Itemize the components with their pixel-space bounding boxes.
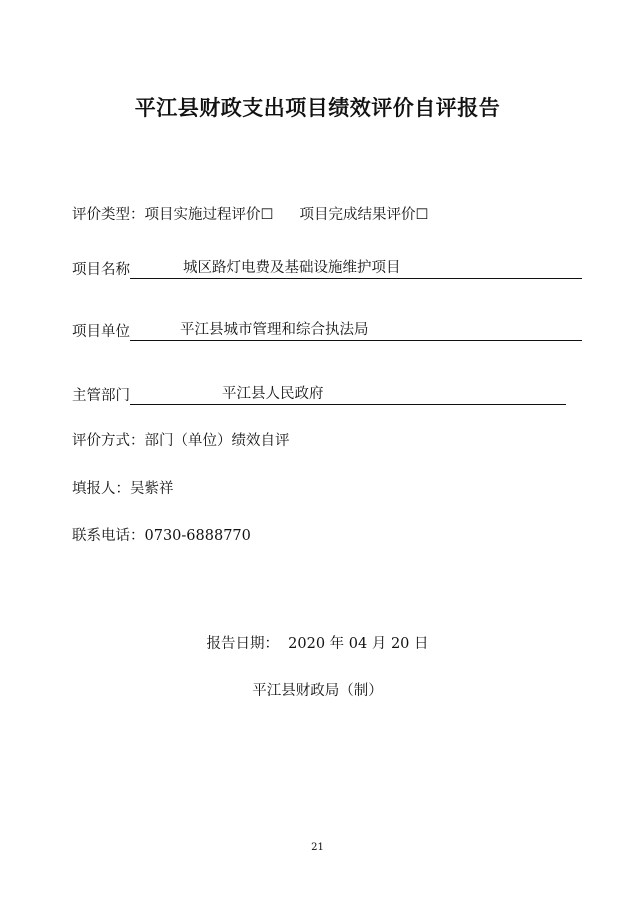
- project-name-underline: [130, 260, 582, 279]
- project-name-row: [72, 258, 582, 279]
- supervisor-label: 主管部门: [72, 388, 130, 404]
- project-unit-value: 平江县城市管理和综合执法局: [180, 322, 369, 338]
- page-number: 21: [311, 842, 324, 853]
- eval-type-label: 评价类型：: [72, 207, 145, 223]
- supervisor-underline: [130, 386, 566, 405]
- page-title: 平江县财政支出项目绩效评价自评报告: [134, 96, 501, 120]
- project-name-value: 城区路灯电费及基础设施维护项目: [183, 260, 401, 276]
- eval-type-option-result: 项目完成结果评价☐: [299, 207, 429, 223]
- project-unit-label: 项目单位: [72, 324, 130, 340]
- report-date: 报告日期： 2020 年 04 月 20 日: [206, 636, 429, 652]
- supervisor-row: [72, 384, 566, 405]
- eval-type-row: [72, 203, 429, 224]
- filler: 填报人：吴紫祥: [72, 481, 174, 497]
- eval-type-option-process: 项目实施过程评价☐: [144, 207, 274, 223]
- eval-method: 评价方式：部门（单位）绩效自评: [72, 433, 290, 449]
- project-unit-row: [72, 320, 582, 341]
- project-name-label: 项目名称: [72, 262, 130, 278]
- project-unit-underline: [130, 322, 582, 341]
- phone: 联系电话：0730-6888770: [72, 528, 251, 544]
- issuer: 平江县财政局（制）: [252, 683, 383, 699]
- supervisor-value: 平江县人民政府: [222, 386, 324, 402]
